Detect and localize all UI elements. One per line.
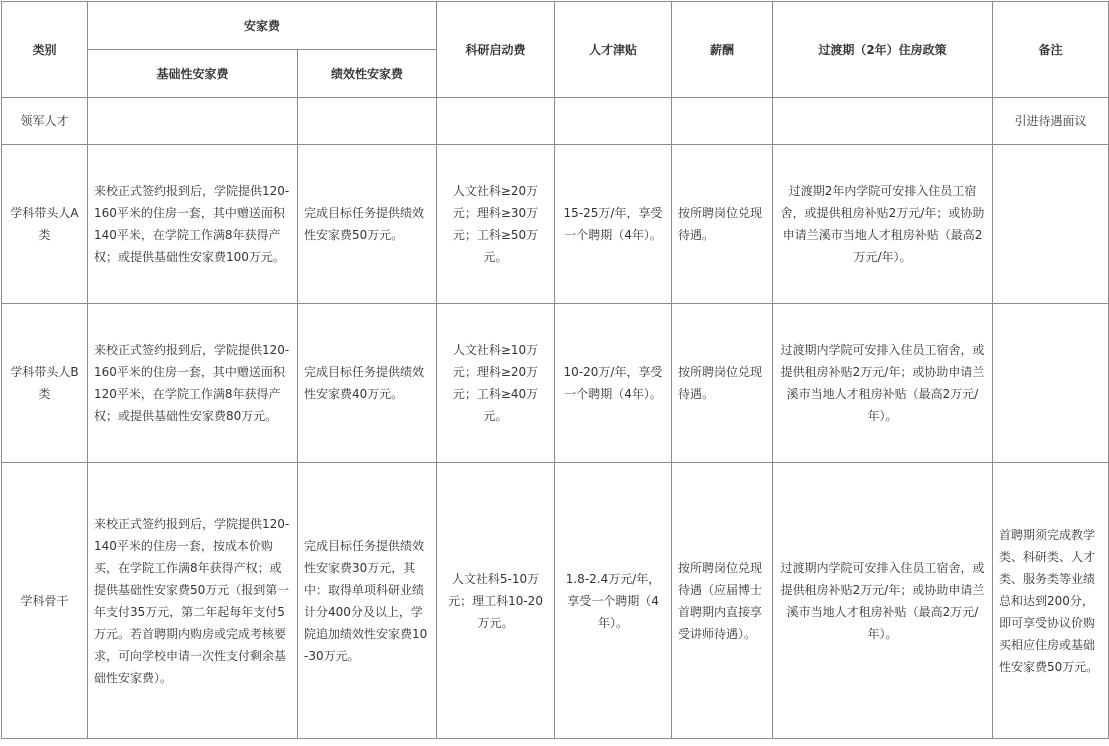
cell-remarks: 首聘期须完成教学类、科研类、人才类、服务类等业绩总和达到200分，即可享受协议价购买相应住房或基础性安家费50万元。 (993, 463, 1109, 739)
header-row-1 (2, 2, 1109, 50)
header-remarks: 备注 (993, 2, 1109, 98)
cell-housing (773, 98, 993, 145)
cell-allowance (555, 98, 672, 145)
cell-remarks (993, 304, 1109, 463)
header-settlement-base: 基础性安家费 (88, 50, 298, 98)
header-settlement-perf: 绩效性安家费 (298, 50, 437, 98)
cell-remarks: 引进待遇面议 (993, 98, 1109, 145)
cell-salary (672, 98, 773, 145)
table-row (2, 463, 1109, 739)
cell-perf: 完成目标任务提供绩效性安家费40万元。 (298, 304, 437, 463)
cell-housing: 过渡期内学院可安排入住员工宿舍，或提供租房补贴2万元/年；或协助申请兰溪市当地人才租房补贴（最高2万元/年）。 (773, 304, 993, 463)
header-research: 科研启动费 (437, 2, 555, 98)
cell-research: 人文社科≥20万元；理科≥30万元；工科≥50万元。 (437, 145, 555, 304)
cell-housing: 过渡期2年内学院可安排入住员工宿舍，或提供租房补贴2万元/年；或协助申请兰溪市当地人才租房补贴（最高2万元/年）。 (773, 145, 993, 304)
cell-research: 人文社科≥10万元；理科≥20万元；工科≥40万元。 (437, 304, 555, 463)
cell-housing: 过渡期内学院可安排入住员工宿舍，或提供租房补贴2万元/年；或协助申请兰溪市当地人才租房补贴（最高2万元/年）。 (773, 463, 993, 739)
table-row (2, 145, 1109, 304)
header-allowance: 人才津贴 (555, 2, 672, 98)
cell-perf: 完成目标任务提供绩效性安家费50万元。 (298, 145, 437, 304)
cell-perf (298, 98, 437, 145)
cell-allowance: 15-25万/年，享受一个聘期（4年）。 (555, 145, 672, 304)
table-row (2, 98, 1109, 145)
cell-category: 领军人才 (2, 98, 88, 145)
talent-policy-table (1, 1, 1109, 739)
cell-allowance: 1.8-2.4万元/年，享受一个聘期（4年）。 (555, 463, 672, 739)
cell-salary: 按所聘岗位兑现待遇（应届博士首聘期内直接享受讲师待遇）。 (672, 463, 773, 739)
cell-salary: 按所聘岗位兑现待遇。 (672, 304, 773, 463)
header-category: 类别 (2, 2, 88, 98)
cell-category: 学科带头人A类 (2, 145, 88, 304)
cell-base (88, 98, 298, 145)
cell-base: 来校正式签约报到后，学院提供120-160平米的住房一套，其中赠送面积140平米，在学院工作满8年获得产权；或提供基础性安家费100万元。 (88, 145, 298, 304)
cell-base: 来校正式签约报到后，学院提供120-160平米的住房一套，其中赠送面积120平米，在学院工作满8年获得产权；或提供基础性安家费80万元。 (88, 304, 298, 463)
cell-research: 人文社科5-10万元；理工科10-20万元。 (437, 463, 555, 739)
cell-research (437, 98, 555, 145)
cell-category: 学科骨干 (2, 463, 88, 739)
cell-base: 来校正式签约报到后，学院提供120-140平米的住房一套，按成本价购买，在学院工作满8年获得产权；或提供基础性安家费50万元（报到第一年支付35万元，第二年起每年支付5万元。若首聘期内购房或完成考核要求，可向学校申请一次性支付剩余基础性安家费）。 (88, 463, 298, 739)
cell-allowance: 10-20万/年，享受一个聘期（4年）。 (555, 304, 672, 463)
header-salary: 薪酬 (672, 2, 773, 98)
cell-category: 学科带头人B类 (2, 304, 88, 463)
cell-salary: 按所聘岗位兑现待遇。 (672, 145, 773, 304)
header-housing: 过渡期（2年）住房政策 (773, 2, 993, 98)
cell-remarks (993, 145, 1109, 304)
table-row (2, 304, 1109, 463)
header-settlement: 安家费 (88, 2, 437, 50)
cell-perf: 完成目标任务提供绩效性安家费30万元，其中：取得单项科研业绩计分400分及以上，学院追加绩效性安家费10-30万元。 (298, 463, 437, 739)
